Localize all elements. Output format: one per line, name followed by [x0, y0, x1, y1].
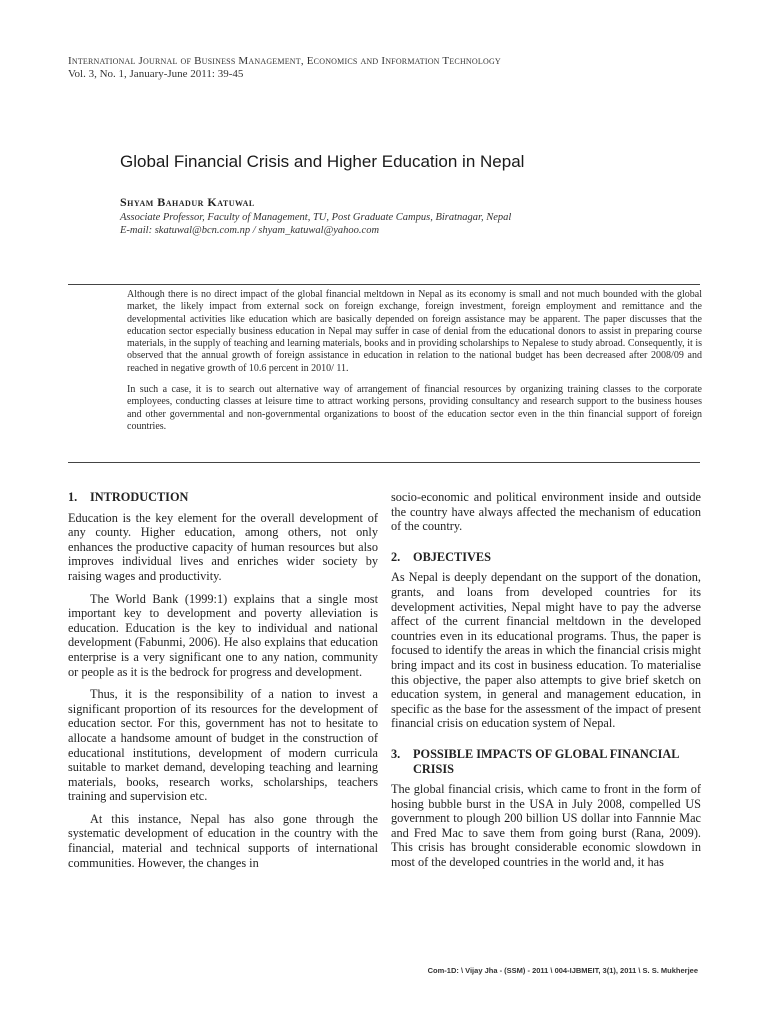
abstract-bottom-rule — [68, 462, 700, 463]
author-email: E-mail: skatuwal@bcn.com.np / shyam_katuwal@yahoo.com — [120, 225, 380, 236]
journal-name: International Journal of Business Management, Economics and Information Technology — [68, 55, 501, 67]
section-number: 1. — [68, 490, 78, 504]
abstract-top-rule — [68, 284, 700, 285]
section-title: POSSIBLE IMPACTS OF GLOBAL FINANCIAL CRISIS — [413, 746, 679, 776]
body-paragraph: Education is the key element for the overall development of any county. Higher education, among others, not only enhances the productive capacity of human resources but also improves individual lives and enriches wider society by raising wages and productivity. — [68, 510, 378, 583]
body-paragraph: As Nepal is deeply dependant on the support of the donation, grants, and loans from developed countries for its development activities, Nepal might have to pay the adverse affect of the current financial meltdown in the developed countries even in its educational programs. Thus, the paper is focused to identify the areas in which the financial crisis might bring impact and its cost in business education. To materialise this objective, the paper also attempts to give brief sketch on education system, in general and management education, in specific as the base for the assessment of the impact of present financial crisis on education system of Nepal. — [391, 570, 701, 731]
author-affiliation: Associate Professor, Faculty of Management, TU, Post Graduate Campus, Biratnagar, Nepal — [120, 212, 512, 223]
right-column — [391, 490, 701, 878]
body-paragraph: At this instance, Nepal has also gone through the systematic development of education in the country with the financial, material and technical supports of international communities. However, the changes in — [68, 811, 378, 870]
volume-info: Vol. 3, No. 1, January-June 2011: 39-45 — [68, 68, 244, 80]
section-number: 2. — [391, 549, 401, 564]
body-paragraph: socio-economic and political environment inside and outside the country have always affected the mechanism of education of the country. — [391, 490, 701, 534]
abstract-paragraph: Although there is no direct impact of the global financial meltdown in Nepal as its economy is small and not much bounded with the global market, the likely impact from external sock on foreign exchange, foreign investment, foreign employment and remittance and the developmental activities like education which are basically depended on foreign assistance may be apparent. The paper discusses that the education sector especially business education in Nepal may suffer in case of denial from the educational donors to assist in preparing course materials, in the supply of teaching and learning materials, books and in providing scholarships to Nepalese to study abroad. Consequently, it is observed that the annual growth of foreign assistance in education in relation to the national budget has been decreased after 2008/09 and reached in negative growth of 10.6 percent in 2010/ 11. — [127, 289, 702, 374]
section-title: INTRODUCTION — [90, 490, 189, 504]
body-paragraph: The World Bank (1999:1) explains that a single most important key to development and poverty alleviation is education. Education is the key to individual and national development (Fabunmi, 2006). He also explains that education enterprise is a very significant one to any nation, community or people as it is the bedrock for progress and development. — [68, 591, 378, 679]
section-heading-introduction — [68, 490, 378, 505]
body-paragraph: Thus, it is the responsibility of a nation to invest a significant proportion of its resources for the development of education sector. For this, government has not to hesitate to allocate a handsome amount of budget in the construction of educational institutions, development of modern curricula suitable to market demand, developing teaching and learning materials, books, research works, scholarships, teachers training and supervision etc. — [68, 687, 378, 804]
abstract-paragraph: In such a case, it is to search out alternative way of arrangement of financial resources by organizing training classes to the corporate employees, conducting classes at leisure time to attract working persons, providing consultancy and research support to the business houses and other governmental and non-governmental organizations to boost of the education sector even in the thin financial support of foreign countries. — [127, 384, 702, 432]
body-paragraph: The global financial crisis, which came to front in the form of hosing bubble burst in the USA in July 2008, compelled US government to plough 200 billion US dollar into Fannnie Mac and Fred Mac to save them from going burst (Rana, 2009). This crisis has brought considerable economic slowdown in most of the developed countries in the world and, it has — [391, 782, 701, 870]
left-column — [68, 490, 378, 878]
section-heading-impacts — [391, 747, 701, 776]
section-title: OBJECTIVES — [413, 549, 491, 564]
page-footer: Com-1D: \ Vijay Jha - (SSM) - 2011 \ 004-IJBMEIT, 3(1), 2011 \ S. S. Mukherjee — [427, 966, 698, 975]
section-number: 3. — [391, 746, 401, 761]
section-heading-objectives — [391, 550, 701, 565]
abstract — [127, 289, 702, 442]
author-name: Shyam Bahadur Katuwal — [120, 195, 255, 209]
paper-title: Global Financial Crisis and Higher Education in Nepal — [120, 152, 525, 171]
